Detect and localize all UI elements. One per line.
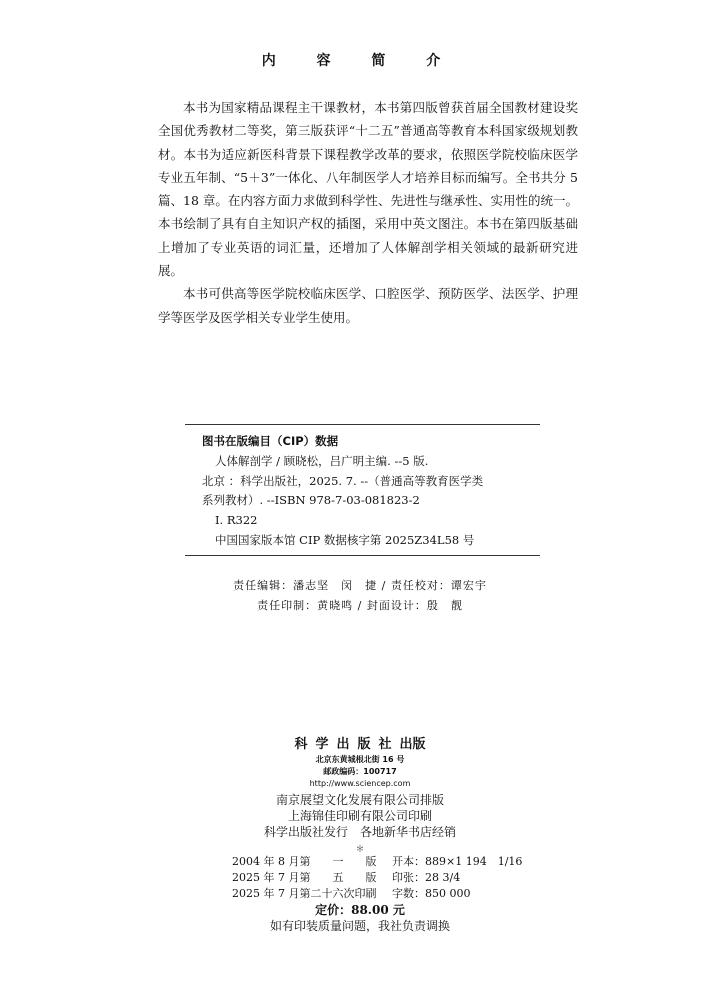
distributor: 科学出版社发行 各地新华书店经销 (263, 825, 456, 839)
cip-data-block (202, 432, 545, 551)
summary-paragraph-1: 本书为国家精品课程主干课教材，本书第四版曾获首届全国教材建设奖全国优秀教材二等奖，第三版获评“十二五”普通高等教育本科国家级规划教材。本书为适应新医科背景下课程教学改革的要求，依照医学院校临床医学专业五年制、“5＋3”一体化、八年制医学人才培养目标而编写。全书共分 5 篇、18 章。在内容方面力求做到科学性、先进性与继承性、实用性的统一。本书绘制了具有自主知识产权的插图，采用中英文图注。本书在第四版基础上增加了专业英语的词汇量，还增加了人体解剖学相关领域的最新研究进展。 (158, 100, 578, 279)
cip-bottom-rule (185, 555, 540, 556)
publisher-address: 北京东黄城根北街 16 号 (315, 755, 405, 764)
cip-line: 人体解剖学 / 顾晓松，吕广明主编. --5 版. (215, 453, 429, 468)
content-summary (158, 96, 578, 329)
edition-left: 2025 年 7 月第 五 版 (232, 871, 377, 884)
publisher-suffix: 出版 (399, 737, 426, 752)
editors-credits (0, 576, 720, 616)
edition-row (232, 886, 532, 902)
cip-title: 图书在版编目（CIP）数据 (202, 434, 339, 448)
edition-left: 2004 年 8 月第 一 版 (232, 855, 377, 868)
summary-paragraph-2: 本书可供高等医学院校临床医学、口腔医学、预防医学、法医学、护理学等医学及医学相关专业学生使用。 (158, 286, 578, 325)
edition-row (232, 870, 532, 886)
colophon (0, 736, 720, 858)
cip-line: 中国国家版本馆 CIP 数据核字第 2025Z34L58 号 (215, 532, 475, 547)
edition-row (232, 854, 532, 870)
cip-line: 系列教材）. --ISBN 978-7-03-081823-2 (202, 493, 420, 508)
page-title: 内 容 简 介 (261, 53, 459, 69)
editors-line: 责任印制：黄晓鸣 / 封面设计：殷 靓 (257, 599, 463, 612)
cip-top-rule (185, 424, 540, 425)
edition-right: 印张：28 3/4 (392, 871, 461, 884)
quality-notice: 如有印装质量问题，我社负责调换 (269, 919, 450, 933)
typesetter: 南京展望文化发展有限公司排版 (275, 793, 444, 807)
editors-line: 责任编辑：潘志坚 闵 捷 / 责任校对：谭宏宇 (233, 579, 487, 592)
cip-line: 北京 ：科学出版社，2025. 7. --（普通高等教育医学类 (202, 473, 484, 488)
separator-star: ＊ (355, 845, 365, 855)
edition-right: 开本：889×1 194 1/16 (392, 855, 523, 868)
printer: 上海锦佳印刷有限公司印刷 (287, 809, 432, 823)
edition-right: 字数：850 000 (392, 887, 471, 900)
publisher-line (0, 736, 720, 754)
publisher-url: http://www.sciencep.com (309, 779, 411, 788)
price: 定价：88.00 元 (315, 903, 405, 917)
publisher-name: 科学出版社 (294, 737, 400, 752)
publisher-postcode: 邮政编码：100717 (323, 767, 397, 776)
edition-left: 2025 年 7 月第二十六次印刷 (232, 887, 377, 900)
cip-line: Ⅰ. R322 (215, 513, 258, 528)
edition-info (232, 854, 532, 902)
